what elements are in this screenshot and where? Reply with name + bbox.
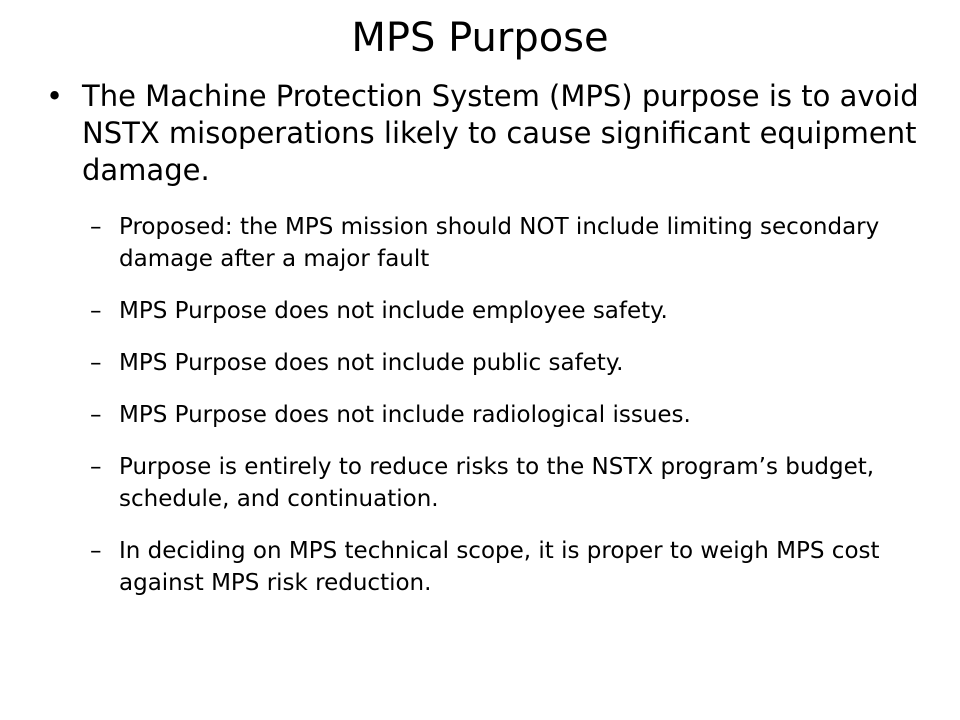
sub-bullet-text: In deciding on MPS technical scope, it is proper to weigh MPS cost against MPS risk reduction. <box>119 538 880 596</box>
dash-marker: – <box>90 350 102 376</box>
sub-bullet-radiological <box>90 399 926 431</box>
bullet-marker: • <box>46 79 64 113</box>
sub-bullet-text: MPS Purpose does not include employee safety. <box>119 298 668 324</box>
sub-bullet-risk-reduction <box>90 451 926 515</box>
slide-content <box>46 78 926 619</box>
sub-bullet-text: MPS Purpose does not include public safety. <box>119 350 624 376</box>
sub-bullet-technical-scope <box>90 535 926 599</box>
slide-title: MPS Purpose <box>351 15 609 61</box>
sub-bullet-text: MPS Purpose does not include radiological issues. <box>119 402 691 428</box>
dash-marker: – <box>90 454 102 480</box>
dash-marker: – <box>90 538 102 564</box>
sub-bullet-employee-safety <box>90 295 926 327</box>
sub-bullet-public-safety <box>90 347 926 379</box>
main-bullet <box>46 78 926 189</box>
main-bullet-text: The Machine Protection System (MPS) purpose is to avoid NSTX misoperations likely to cause significant equipment damage. <box>82 79 919 187</box>
dash-marker: – <box>90 298 102 324</box>
sub-bullet-text: Purpose is entirely to reduce risks to the NSTX program’s budget, schedule, and continuation. <box>119 454 875 512</box>
sub-bullet-text: Proposed: the MPS mission should NOT include limiting secondary damage after a major fault <box>119 214 880 272</box>
sub-bullet-proposed <box>90 211 926 275</box>
dash-marker: – <box>90 402 102 428</box>
sub-bullet-list <box>90 211 926 599</box>
dash-marker: – <box>90 214 102 240</box>
